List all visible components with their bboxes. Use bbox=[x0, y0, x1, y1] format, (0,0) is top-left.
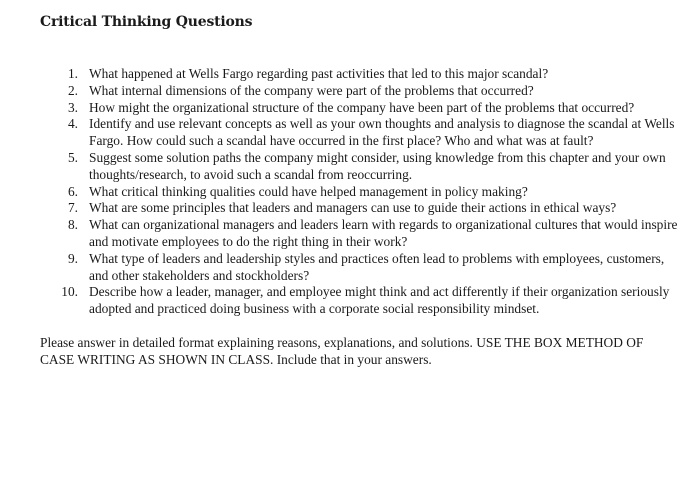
question-number: 4. bbox=[67, 116, 78, 132]
question-number: 3. bbox=[67, 99, 78, 115]
question-item bbox=[40, 83, 684, 100]
question-text: What are some principles that leaders and managers can use to guide their actions in ethical ways? bbox=[89, 200, 617, 216]
question-number: 8. bbox=[67, 217, 78, 233]
question-number: 6. bbox=[67, 183, 78, 199]
question-text: What internal dimensions of the company were part of the problems that occurred? bbox=[89, 82, 534, 98]
question-number: 10. bbox=[61, 284, 78, 300]
question-item bbox=[40, 284, 684, 318]
question-text: Describe how a leader, manager, and employee might think and act differently if their organization seriously adopted and practiced doing business with a corporate social responsibility mindset. bbox=[89, 284, 670, 317]
question-item bbox=[40, 66, 684, 83]
question-text: What happened at Wells Fargo regarding past activities that led to this major scandal? bbox=[89, 66, 549, 81]
question-text: What can organizational managers and leaders learn with regards to organizational cultures that would inspire and motivate employees to do the right thing in their work? bbox=[89, 217, 678, 249]
closing-instructions: Please answer in detailed format explaining reasons, explanations, and solutions. USE THE BOX METHOD OF CASE WRITING AS SHOWN IN CLASS. Include that in your answers. bbox=[40, 334, 644, 367]
question-text: Identify and use relevant concepts as well as your own thoughts and analysis to diagnose the scandal at Wells Fargo. How could such a scandal have occurred in the first place? Who and what was at fault? bbox=[89, 116, 675, 149]
question-text: What type of leaders and leadership styles and practices often lead to problems with employees, customers, and other stakeholders and stockholders? bbox=[89, 250, 665, 283]
question-item bbox=[40, 184, 684, 201]
questions-list bbox=[40, 66, 684, 318]
question-text: Suggest some solution paths the company might consider, using knowledge from this chapter and your own thoughts/research, to avoid such a scandal from reoccurring. bbox=[89, 149, 666, 182]
question-item bbox=[40, 116, 684, 150]
question-number: 1. bbox=[67, 66, 78, 81]
question-item bbox=[40, 251, 684, 285]
question-item bbox=[40, 150, 684, 184]
question-number: 9. bbox=[67, 250, 78, 266]
question-item bbox=[40, 200, 684, 217]
question-number: 5. bbox=[67, 149, 78, 165]
question-text: What critical thinking qualities could have helped management in policy making? bbox=[89, 183, 528, 199]
question-item bbox=[40, 100, 684, 117]
section-heading: Critical Thinking Questions bbox=[40, 14, 253, 30]
question-number: 2. bbox=[67, 82, 78, 98]
question-item bbox=[40, 217, 684, 251]
question-number: 7. bbox=[67, 200, 78, 216]
question-text: How might the organizational structure of the company have been part of the problems that occurred? bbox=[89, 99, 635, 115]
